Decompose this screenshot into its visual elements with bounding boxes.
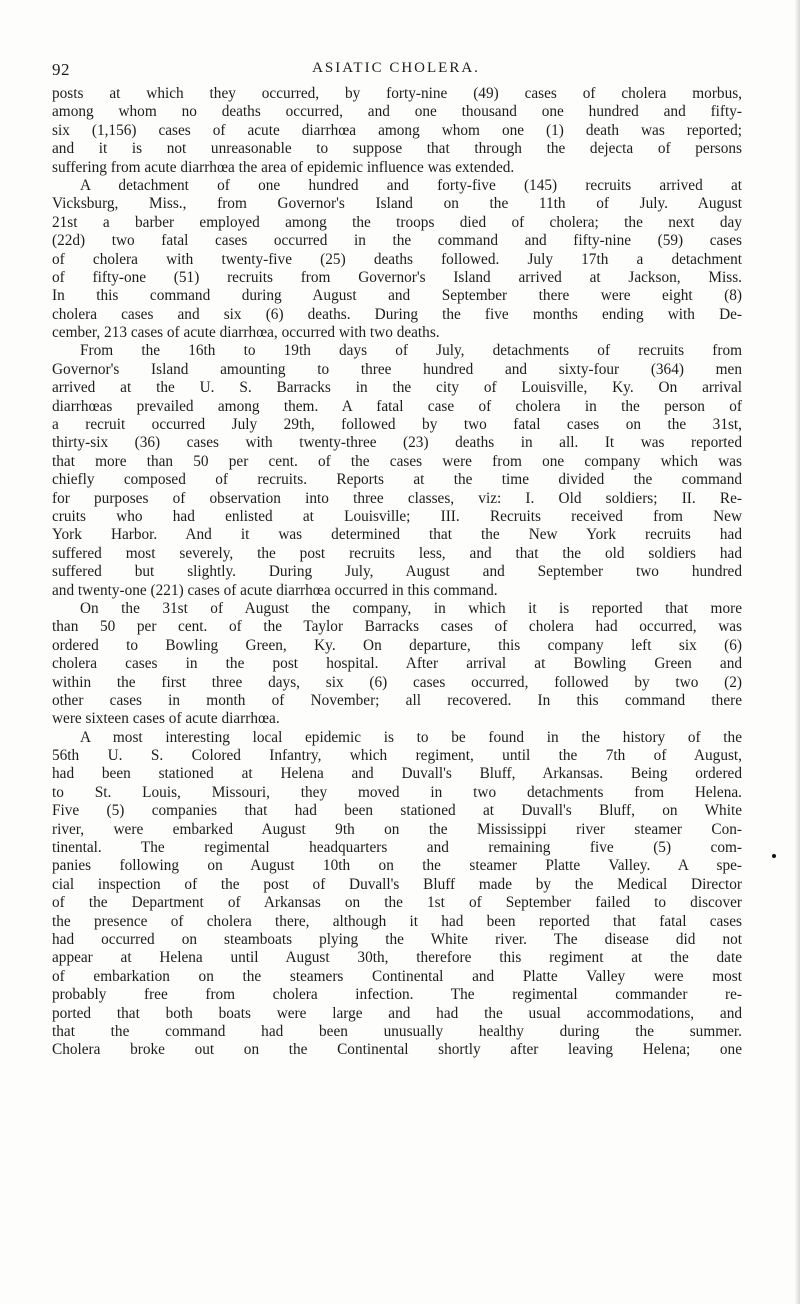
page-header: [52, 60, 740, 82]
text-line: of the Department of Arkansas on the 1st of September failed to discover: [52, 894, 742, 912]
text-line: Cholera broke out on the Continental shortly after leaving Helena; one: [52, 1041, 742, 1059]
text-line: and it is not unreasonable to suppose that through the dejecta of persons: [52, 140, 742, 158]
text-line: and twenty-one (221) cases of acute diarrhœa occurred in this command.: [52, 581, 498, 599]
text-line: that the command had been unusually healthy during the summer.: [52, 1022, 742, 1040]
text-line: diarrhœas prevailed among them. A fatal case of cholera in the person of: [52, 397, 742, 415]
text-line: ordered to Bowling Green, Ky. On departure, this company left six (6): [52, 636, 742, 654]
text-line: On the 31st of August the company, in which it is reported that more: [80, 599, 742, 617]
text-line: appear at Helena until August 30th, therefore this regiment at the date: [52, 949, 742, 967]
text-line: had occurred on steamboats plying the White river. The disease did not: [52, 930, 742, 948]
text-line: that more than 50 per cent. of the cases were from one company which was: [52, 452, 742, 470]
text-line: river, were embarked August 9th on the Mississippi river steamer Con-: [52, 820, 742, 838]
body-text: [52, 85, 742, 1060]
text-line: York Harbor. And it was determined that the New York recruits had: [52, 526, 742, 544]
text-line: panies following on August 10th on the steamer Platte Valley. A spe-: [52, 857, 742, 875]
text-line: cial inspection of the post of Duvall's Bluff made by the Medical Director: [52, 875, 742, 893]
text-line: to St. Louis, Missouri, they moved in two detachments from Helena.: [52, 783, 742, 801]
text-line: 56th U. S. Colored Infantry, which regiment, until the 7th of August,: [52, 747, 742, 765]
page-edge-shadow: [794, 0, 800, 1304]
text-line: probably free from cholera infection. The regimental commander re-: [52, 986, 742, 1004]
text-line: chiefly composed of recruits. Reports at the time divided the command: [52, 471, 742, 489]
text-line: suffered but slightly. During July, August and September two hundred: [52, 563, 742, 581]
text-line: were sixteen cases of acute diarrhœa.: [52, 710, 280, 728]
text-line: 21st a barber employed among the troops died of cholera; the next day: [52, 213, 742, 231]
text-line: six (1,156) cases of acute diarrhœa among whom one (1) death was reported;: [52, 121, 742, 139]
text-line: arrived at the U. S. Barracks in the city of Louisville, Ky. On arrival: [52, 379, 742, 397]
text-line: of embarkation on the steamers Continental and Platte Valley were most: [52, 967, 742, 985]
text-line: A detachment of one hundred and forty-five (145) recruits arrived at: [80, 176, 742, 194]
text-line: the presence of cholera there, although it had been reported that fatal cases: [52, 912, 742, 930]
text-line: Governor's Island amounting to three hundred and sixty-four (364) men: [52, 360, 742, 378]
text-line: had been stationed at Helena and Duvall's Bluff, Arkansas. Being ordered: [52, 765, 742, 783]
text-line: among whom no deaths occurred, and one thousand one hundred and fifty-: [52, 103, 742, 121]
page-number: 92: [52, 60, 70, 79]
text-line: Vicksburg, Miss., from Governor's Island on the 11th of July. August: [52, 195, 742, 213]
text-line: cholera cases and six (6) deaths. During the five months ending with De-: [52, 305, 742, 323]
text-line: suffered most severely, the post recruits less, and that the old soldiers had: [52, 544, 742, 562]
text-line: for purposes of observation into three classes, viz: I. Old soldiers; II. Re-: [52, 489, 742, 507]
text-line: cruits who had enlisted at Louisville; III. Recruits received from New: [52, 507, 742, 525]
text-line: cholera cases in the post hospital. After arrival at Bowling Green and: [52, 655, 742, 673]
text-line: A most interesting local epidemic is to be found in the history of the: [80, 728, 742, 746]
text-line: ported that both boats were large and had the usual accommodations, and: [52, 1004, 742, 1022]
text-line: a recruit occurred July 29th, followed by two fatal cases on the 31st,: [52, 416, 742, 434]
text-line: of cholera with twenty-five (25) deaths followed. July 17th a detachment: [52, 250, 742, 268]
text-line: From the 16th to 19th days of July, detachments of recruits from: [80, 342, 742, 360]
text-line: cember, 213 cases of acute diarrhœa, occurred with two deaths.: [52, 324, 440, 342]
text-line: (22d) two fatal cases occurred in the command and fifty-nine (59) cases: [52, 232, 742, 250]
text-line: suffering from acute diarrhœa the area of epidemic influence was extended.: [52, 158, 515, 176]
margin-ink-dot: [772, 854, 776, 858]
running-head: ASIATIC CHOLERA.: [312, 60, 480, 76]
text-line: other cases in month of November; all recovered. In this command there: [52, 691, 742, 709]
text-line: tinental. The regimental headquarters and remaining five (5) com-: [52, 839, 742, 857]
text-line: posts at which they occurred, by forty-nine (49) cases of cholera morbus,: [52, 85, 742, 102]
text-line: In this command during August and September there were eight (8): [52, 287, 742, 305]
text-line: Five (5) companies that had been stationed at Duvall's Bluff, on White: [52, 802, 742, 820]
text-line: than 50 per cent. of the Taylor Barracks cases of cholera had occurred, was: [52, 618, 742, 636]
text-line: thirty-six (36) cases with twenty-three (23) deaths in all. It was reported: [52, 434, 742, 452]
text-line: of fifty-one (51) recruits from Governor's Island arrived at Jackson, Miss.: [52, 268, 742, 286]
text-line: within the first three days, six (6) cases occurred, followed by two (2): [52, 673, 742, 691]
